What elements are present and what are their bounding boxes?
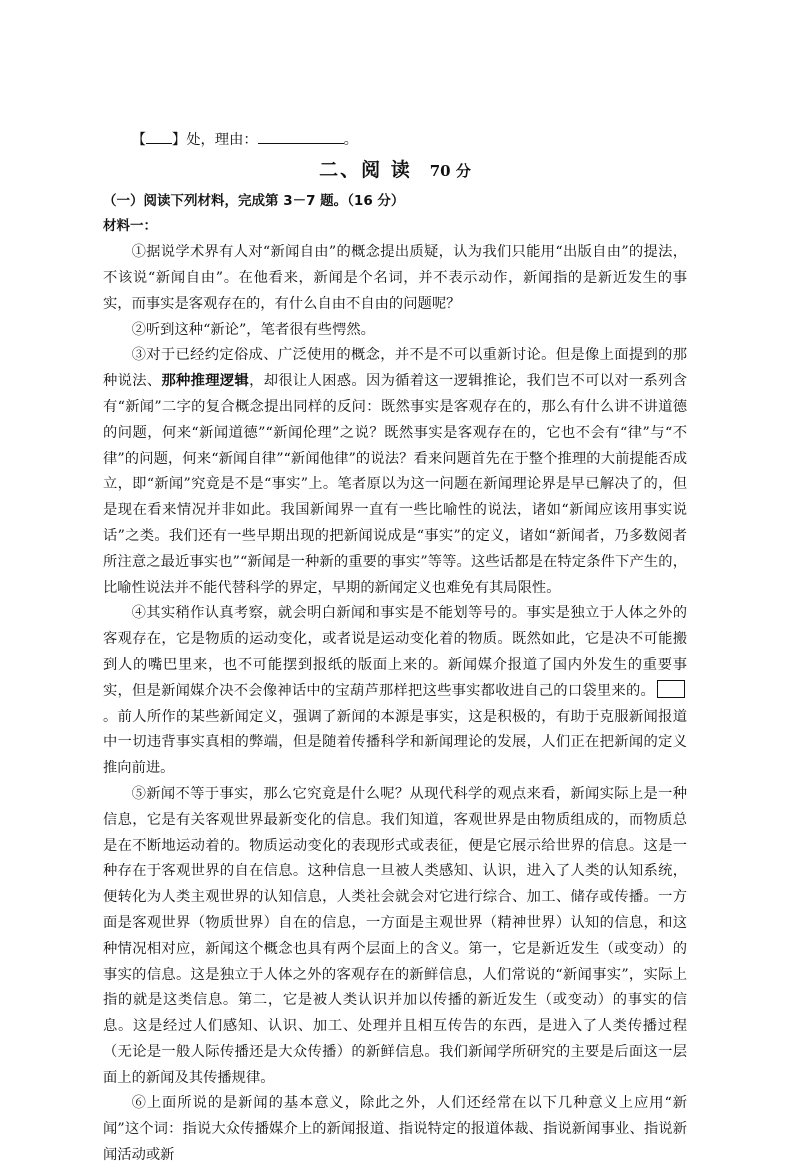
paragraph-3-emphasis: 那种推理逻辑: [161, 373, 250, 390]
paragraph-4-part-a: ④其实稍作认真考察，就会明白新闻和事实是不能划等号的。事实是独立于人体之外的客观存在，它是物质的运动变化，或者说是运动变化着的物质。既然如此，它是决不可能搬到人的嘴巴里来，也不可能摆到报纸的版面上来的。新闻媒介报道了国内外发生的重要事实，但是新闻媒介决不会像神话中的宝葫芦那样把这些事实都收进自己的口袋里来的。: [103, 605, 687, 699]
instruction: （一）阅读下列材料，完成第 3－7 题。（16 分）: [103, 192, 405, 209]
fill-in-box[interactable]: [657, 680, 685, 698]
document-page: [103, 128, 687, 1169]
section-score: 70 分: [429, 161, 471, 180]
line-end: 。: [343, 132, 358, 148]
answer-line: [103, 128, 687, 154]
reason-label: 处，理由：: [186, 132, 258, 148]
section-title-text: 二、阅 读: [319, 158, 412, 181]
paragraph-2: ②听到这种“新论”，笔者很有些愕然。: [131, 321, 375, 338]
paragraph-4-part-b: 。前人所作的某些新闻定义，强调了新闻的本源是事实，这是积极的，有助于克服新闻报道中一切违背事实真相的弊端，但是随着传播科学和新闻理论的发展，人们正在把新闻的定义推向前进。: [103, 708, 687, 777]
left-bracket: 【: [131, 132, 146, 148]
paragraph-6: ⑥上面所说的是新闻的基本意义，除此之外，人们还经常在以下几种意义上应用“新闻”这个词：指说大众传播媒介上的新闻报道、指说特定的报道体裁、指说新闻事业、指说新闻活动或新: [103, 1095, 687, 1164]
material-label: 材料一：: [103, 218, 157, 235]
right-bracket: 】: [171, 132, 187, 148]
paragraph-1: ①据说学术界有人对“新闻自由”的概念提出质疑，认为我们只能用“出版自由”的提法，不该说“新闻自由”。在他看来，新闻是个名词，并不表示动作，新闻指的是新近发生的事实，而事实是客观存在的，有什么自由不自由的问题呢？: [103, 244, 687, 312]
paragraph-3-part-a: ③对于已经约定俗成、广泛使用的概念，并不是不可以重新讨论。但是像上面提到的那种说法、: [103, 347, 687, 390]
paragraph-4: [103, 601, 687, 782]
reason-blank[interactable]: [258, 129, 344, 144]
answer-blank[interactable]: [146, 129, 172, 144]
paragraph-5: ⑤新闻不等于事实，那么它究竟是什么呢？从现代科学的观点来看，新闻实际上是一种信息，它是有关客观世界最新变化的信息。我们知道，客观世界是由物质组成的，而物质总是在不断地运动着的。物质运动变化的表现形式或表征，便是它展示给世界的信息。这是一种存在于客观世界的自在信息。这种信息一旦被人类感知、认识，进入了人类的认知系统，便转化为人类主观世界的认知信息，人类社会就会对它进行综合、加工、储存或传播。一方面是客观世界（物质世界）自在的信息，一方面是主观世界（精神世界）认知的信息，和这种情况相对应，新闻这个概念也具有两个层面上的含义。第一，它是新近发生（或变动）的事实的信息。这是独立于人体之外的客观存在的新鲜信息，人们常说的“新闻事实”，实际上指的就是这类信息。第二，它是被人类认识并加以传播的新近发生（或变动）的事实的信息。这是经过人们感知、认识、加工、处理并且相互传告的东西，是进入了人类传播过程（无论是一般人际传播还是大众传播）的新鲜信息。我们新闻学所研究的主要是后面这一层面上的新闻及其传播规律。: [103, 785, 687, 1086]
paragraph-3: [103, 343, 687, 601]
section-title: [103, 158, 687, 185]
paragraph-3-part-b: ，却很让人困惑。因为循着这一逻辑推论，我们岂不可以对一系列含有“新闻”二字的复合概念提出同样的反问：既然事实是客观存在的，那么有什么讲不讲道德的问题，何来“新闻道德”“新闻伦理”之说？既然事实是客观存在的，它也不会有“律”与“不律”的问题，何来“新闻自律”“新闻他律”的说法？看来问题首先在于整个推理的大前提能否成立，即“新闻”究竟是不是“事实”上。笔者原以为这一问题在新闻理论界是早已解决了的，但是现在看来情况并非如此。我国新闻界一直有一些比喻性的说法，诸如“新闻应该用事实说话”之类。我们还有一些早期出现的把新闻说成是“事实”的定义，诸如“新闻者，乃多数阅者所注意之最近事实也”“新闻是一种新的重要的事实”等等。这些话都是在特定条件下产生的，比喻性说法并不能代替科学的界定，早期的新闻定义也难免有其局限性。: [103, 373, 688, 596]
